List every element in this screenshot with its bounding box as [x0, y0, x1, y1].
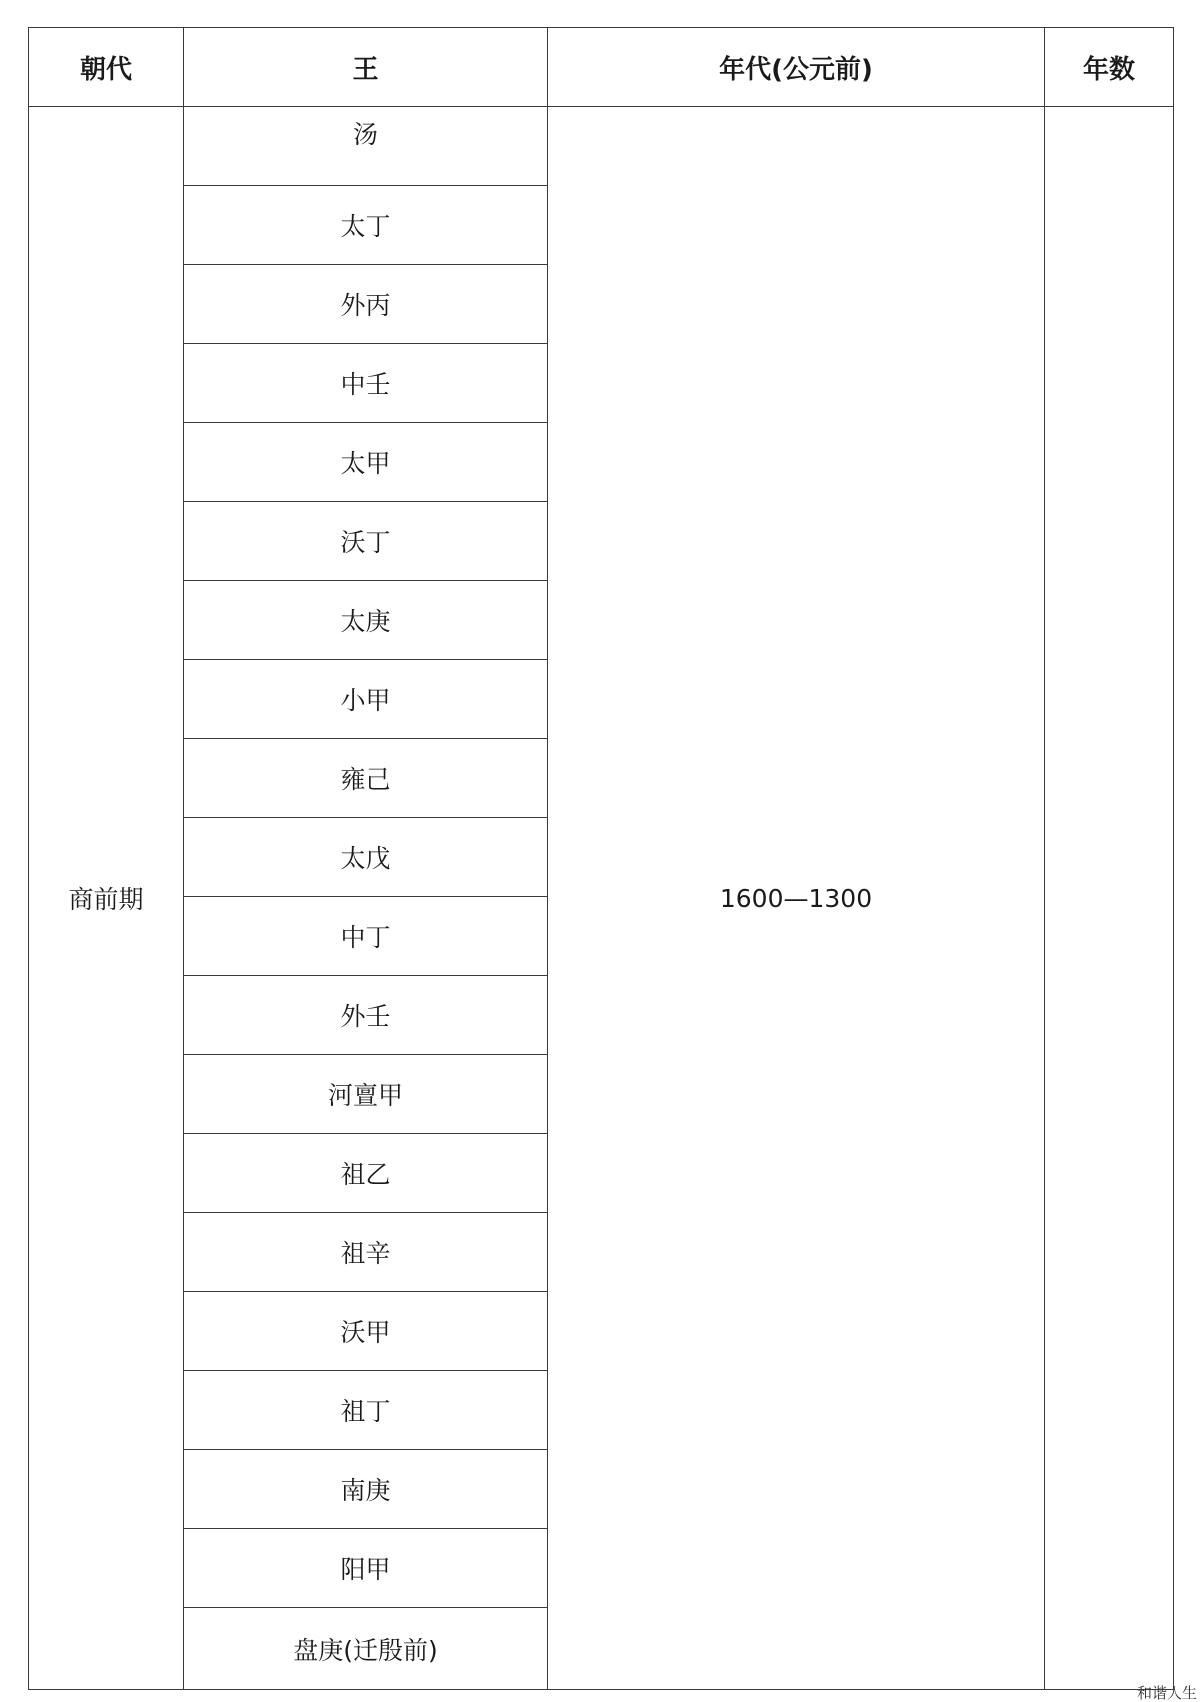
- king-cell: 中丁: [184, 897, 548, 976]
- king-cell: 阳甲: [184, 1529, 548, 1608]
- king-cell: 太甲: [184, 423, 548, 502]
- header-years: 年数: [1045, 28, 1174, 107]
- king-cell: 外丙: [184, 265, 548, 344]
- era-cell: 1600—1300: [548, 107, 1045, 1690]
- header-dynasty: 朝代: [29, 28, 184, 107]
- king-cell: 祖辛: [184, 1213, 548, 1292]
- king-cell: 太丁: [184, 186, 548, 265]
- king-cell: 太庚: [184, 581, 548, 660]
- king-cell: 中壬: [184, 344, 548, 423]
- table-body: [29, 107, 1174, 1690]
- king-cell: 祖丁: [184, 1371, 548, 1450]
- dynasty-cell: 商前期: [29, 107, 184, 1690]
- king-cell: 沃甲: [184, 1292, 548, 1371]
- king-cell: 外壬: [184, 976, 548, 1055]
- header-king: 王: [184, 28, 548, 107]
- table-row: [29, 107, 1174, 186]
- header-row: [29, 28, 1174, 107]
- king-cell: 沃丁: [184, 502, 548, 581]
- king-cell: 汤: [184, 107, 548, 186]
- watermark: 和谐人生: [1136, 1684, 1197, 1702]
- years-cell: [1045, 107, 1174, 1690]
- king-cell: 祖乙: [184, 1134, 548, 1213]
- king-cell: 雍己: [184, 739, 548, 818]
- header-era: 年代(公元前): [548, 28, 1045, 107]
- dynasty-table: [28, 27, 1174, 1690]
- king-cell: 太戊: [184, 818, 548, 897]
- king-cell: 河亶甲: [184, 1055, 548, 1134]
- king-cell: 小甲: [184, 660, 548, 739]
- king-cell: 南庚: [184, 1450, 548, 1529]
- king-cell: 盘庚(迁殷前): [184, 1608, 548, 1690]
